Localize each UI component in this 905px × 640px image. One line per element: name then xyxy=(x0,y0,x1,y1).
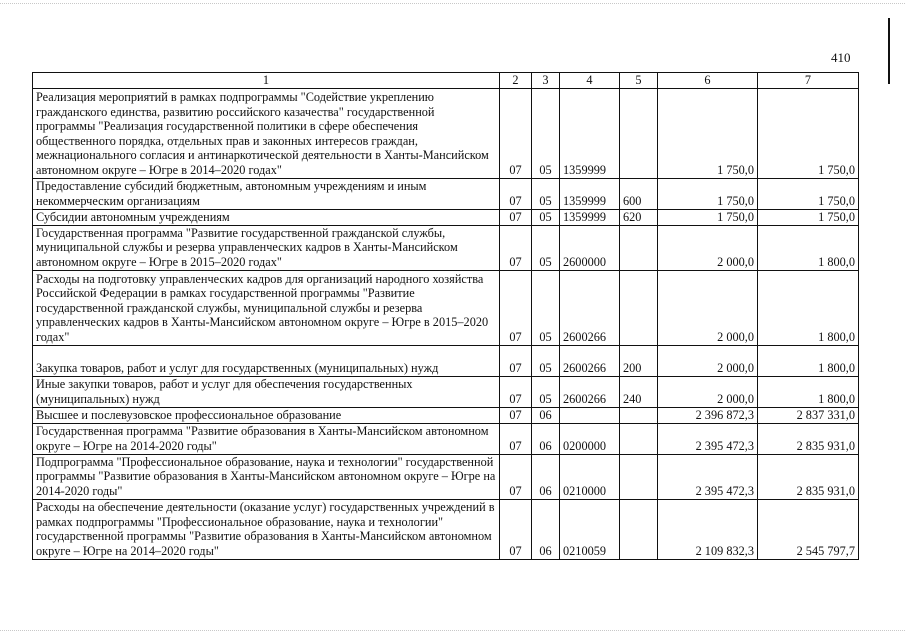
section-code: 07 xyxy=(500,499,532,559)
section-code: 07 xyxy=(500,376,532,407)
margin-rule xyxy=(888,18,890,84)
target-article-code: 1359999 xyxy=(560,209,620,225)
target-article-code: 2600000 xyxy=(560,225,620,270)
subsection-code: 06 xyxy=(532,499,560,559)
target-article-code: 0210059 xyxy=(560,499,620,559)
section-code: 07 xyxy=(500,225,532,270)
section-code: 07 xyxy=(500,88,532,178)
target-article-code: 2600266 xyxy=(560,270,620,345)
header-cell: 3 xyxy=(532,73,560,89)
expense-type-code xyxy=(620,423,658,454)
target-article-code: 1359999 xyxy=(560,178,620,209)
table-row xyxy=(33,454,859,499)
amount-year-2: 1 800,0 xyxy=(758,225,859,270)
row-description: Расходы на обеспечение деятельности (оказание услуг) государственных учреждений в рамках подпрограммы "Профессиональное образование, наука и технологии" государственной программы "Развитие образования в Ханты-Мансийском автономном округе – Югре на 2014–2020 годы" xyxy=(36,500,495,558)
row-description: Расходы на подготовку управленческих кадров для организаций народного хозяйства Российской Федерации в рамках государственной программы "Развитие государственной гражданской службы, муниципальной службы и резерва управленческих кадров в Ханты-Мансийском автономном округе – Югре в 2015–2020 годах" xyxy=(36,271,489,344)
amount-year-1: 2 109 832,3 xyxy=(658,499,758,559)
subsection-code: 06 xyxy=(532,454,560,499)
target-article-code xyxy=(560,407,620,423)
table-row xyxy=(33,407,859,423)
section-code: 07 xyxy=(500,345,532,376)
scan-artifact-top xyxy=(0,3,905,4)
row-description: Иные закупки товаров, работ и услуг для обеспечения государственных (муниципальных) нужд xyxy=(36,377,413,406)
subsection-code: 05 xyxy=(532,88,560,178)
subsection-code: 06 xyxy=(532,423,560,454)
target-article-code: 1359999 xyxy=(560,88,620,178)
expense-type-code xyxy=(620,270,658,345)
amount-year-2: 2 837 331,0 xyxy=(758,407,859,423)
target-article-code: 0200000 xyxy=(560,423,620,454)
table-header-row xyxy=(33,73,859,89)
amount-year-2: 2 835 931,0 xyxy=(758,454,859,499)
amount-year-2: 1 800,0 xyxy=(758,270,859,345)
subsection-code: 05 xyxy=(532,376,560,407)
section-code: 07 xyxy=(500,454,532,499)
table-row xyxy=(33,376,859,407)
amount-year-1: 2 000,0 xyxy=(658,345,758,376)
target-article-code: 2600266 xyxy=(560,345,620,376)
subsection-code: 05 xyxy=(532,225,560,270)
section-code: 07 xyxy=(500,423,532,454)
expense-type-code xyxy=(620,499,658,559)
amount-year-2: 1 800,0 xyxy=(758,376,859,407)
expense-type-code: 620 xyxy=(620,209,658,225)
header-cell: 2 xyxy=(500,73,532,89)
header-cell: 1 xyxy=(33,73,500,89)
amount-year-1: 2 395 472,3 xyxy=(658,454,758,499)
subsection-code: 05 xyxy=(532,209,560,225)
amount-year-1: 1 750,0 xyxy=(658,88,758,178)
amount-year-2: 1 800,0 xyxy=(758,345,859,376)
subsection-code: 05 xyxy=(532,270,560,345)
expense-type-code: 200 xyxy=(620,345,658,376)
table-row xyxy=(33,209,859,225)
target-article-code: 0210000 xyxy=(560,454,620,499)
expense-type-code xyxy=(620,454,658,499)
amount-year-1: 1 750,0 xyxy=(658,209,758,225)
row-description: Высшее и послевузовское профессиональное образование xyxy=(36,408,342,422)
amount-year-1: 2 000,0 xyxy=(658,270,758,345)
expense-type-code: 600 xyxy=(620,178,658,209)
row-description: Закупка товаров, работ и услуг для государственных (муниципальных) нужд xyxy=(36,361,439,375)
amount-year-2: 1 750,0 xyxy=(758,88,859,178)
table-row xyxy=(33,225,859,270)
table-row xyxy=(33,423,859,454)
amount-year-2: 1 750,0 xyxy=(758,178,859,209)
amount-year-2: 2 545 797,7 xyxy=(758,499,859,559)
budget-table xyxy=(32,72,859,560)
row-description: Реализация мероприятий в рамках подпрограммы "Содействие укреплению гражданского единства, развитию российского казачества" государственной программы "Реализация государственной политики в сфере обеспечения общественного порядка, отдельных прав и законных интересов граждан, межнационального согласия и антинаркотической деятельности в Ханты-Мансийском автономном округе – Югре в 2014–2020 годах" xyxy=(36,90,489,177)
amount-year-1: 1 750,0 xyxy=(658,178,758,209)
table-row xyxy=(33,270,859,345)
header-cell: 7 xyxy=(758,73,859,89)
section-code: 07 xyxy=(500,407,532,423)
expense-type-code xyxy=(620,225,658,270)
page-number: 410 xyxy=(831,50,851,65)
header-cell: 6 xyxy=(658,73,758,89)
row-description: Предоставление субсидий бюджетным, автономным учреждениям и иным некоммерческим организациям xyxy=(36,179,427,208)
subsection-code: 05 xyxy=(532,178,560,209)
table-row xyxy=(33,178,859,209)
row-description: Государственная программа "Развитие государственной гражданской службы, муниципальной службы и резерва управленческих кадров в Ханты-Мансийском автономном округе – Югре в 2015–2020 годах" xyxy=(36,225,458,269)
section-code: 07 xyxy=(500,209,532,225)
table-row xyxy=(33,499,859,559)
expense-type-code: 240 xyxy=(620,376,658,407)
table-row xyxy=(33,88,859,178)
row-description: Подпрограмма "Профессиональное образование, наука и технологии" государственной программы "Развитие образования в Ханты-Мансийском автономном округе – Югре на 2014-2020 годы" xyxy=(36,454,496,498)
row-description: Субсидии автономным учреждениям xyxy=(36,210,230,224)
subsection-code: 05 xyxy=(532,345,560,376)
table-row xyxy=(33,345,859,376)
row-description: Государственная программа "Развитие образования в Ханты-Мансийском автономном округе – Югре на 2014-2020 годы" xyxy=(36,424,489,453)
amount-year-2: 2 835 931,0 xyxy=(758,423,859,454)
amount-year-1: 2 395 472,3 xyxy=(658,423,758,454)
amount-year-1: 2 396 872,3 xyxy=(658,407,758,423)
header-cell: 5 xyxy=(620,73,658,89)
expense-type-code xyxy=(620,88,658,178)
section-code: 07 xyxy=(500,270,532,345)
target-article-code: 2600266 xyxy=(560,376,620,407)
amount-year-2: 1 750,0 xyxy=(758,209,859,225)
subsection-code: 06 xyxy=(532,407,560,423)
header-cell: 4 xyxy=(560,73,620,89)
expense-type-code xyxy=(620,407,658,423)
section-code: 07 xyxy=(500,178,532,209)
amount-year-1: 2 000,0 xyxy=(658,376,758,407)
amount-year-1: 2 000,0 xyxy=(658,225,758,270)
scan-artifact-bottom xyxy=(0,630,905,631)
